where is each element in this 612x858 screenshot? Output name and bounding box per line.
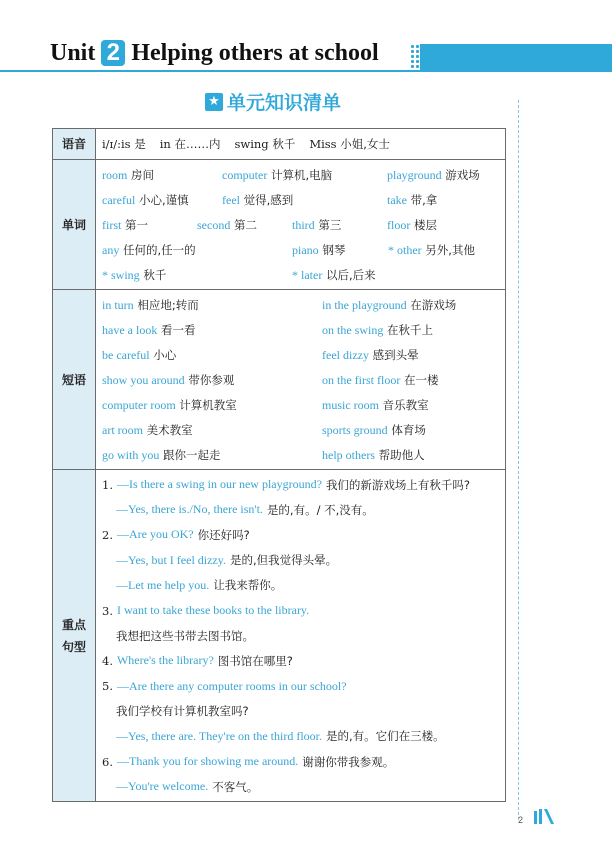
english-term: show you around <box>102 372 185 387</box>
vocab-entry <box>102 297 322 313</box>
sentence-line <box>102 724 499 749</box>
chinese-meaning: 秋千 <box>268 136 296 151</box>
vocab-entry <box>222 167 387 183</box>
chinese-meaning: 音乐教室 <box>379 397 429 412</box>
vocab-entry <box>387 192 437 208</box>
vocab-entry <box>102 422 322 438</box>
chinese-meaning: 第二 <box>230 217 257 232</box>
english-sentence: —Are there any computer rooms in our school? <box>116 678 347 693</box>
chinese-meaning: 跟你一起走 <box>159 447 221 462</box>
chinese-meaning: 另外,其他 <box>421 242 475 257</box>
english-term: sports ground <box>322 422 388 437</box>
chinese-translation: 让我来帮你。 <box>213 578 283 593</box>
chinese-meaning: 小姐,女士 <box>336 136 390 151</box>
chinese-translation: 我想把这些书带去图书馆。 <box>116 628 254 643</box>
chinese-meaning: 在……内 <box>170 136 221 151</box>
chinese-meaning: 房间 <box>127 167 154 182</box>
english-term: feel <box>222 192 240 207</box>
sentence-line <box>102 674 499 699</box>
english-term: swing <box>234 136 269 151</box>
phrase-row <box>102 417 499 442</box>
header-rule <box>0 70 612 72</box>
chinese-meaning: 相应地;转而 <box>133 297 199 312</box>
sentence-line <box>102 774 499 799</box>
subtitle-text: 单元知识清单 <box>227 92 342 114</box>
word-row <box>102 212 499 237</box>
english-sentence: —Let me help you. <box>116 577 210 592</box>
chinese-translation: 是的,但我觉得头晕。 <box>229 553 338 568</box>
page-number: 2 <box>518 815 524 825</box>
chinese-translation: 是的,有。它们在三楼。 <box>326 729 445 744</box>
vocab-entry <box>322 297 456 313</box>
english-term: have a look <box>102 322 158 337</box>
vocab-entry <box>102 136 146 152</box>
english-term: art room <box>102 422 143 437</box>
words-content <box>96 160 506 290</box>
word-row <box>102 237 499 262</box>
sentence-line <box>102 598 499 623</box>
sentence-line <box>102 749 499 774</box>
phrase-row <box>102 392 499 417</box>
vocab-entry <box>197 217 292 233</box>
pronunciation-label: 语音 <box>53 129 96 160</box>
page-margin-guide <box>518 100 519 820</box>
vocab-entry <box>322 347 419 363</box>
vocab-entry <box>102 217 197 233</box>
phrase-row <box>102 342 499 367</box>
vocab-entry <box>234 136 295 152</box>
vocab-entry <box>322 397 429 413</box>
chinese-translation: 我们学校有计算机教室吗? <box>116 704 249 719</box>
english-term: careful <box>102 192 136 207</box>
chinese-translation: 图书馆在哪里? <box>217 653 293 668</box>
sentence-line <box>102 497 499 522</box>
vocab-entry <box>387 217 437 233</box>
vocab-entry <box>292 267 376 283</box>
chinese-meaning: 带你参观 <box>184 372 235 387</box>
phrase-row <box>102 292 499 317</box>
vocab-entry <box>160 136 221 152</box>
vocab-entry <box>102 167 222 183</box>
sentence-line <box>102 573 499 598</box>
sentence-number: 5. <box>102 679 113 694</box>
chinese-meaning: 第三 <box>314 217 342 232</box>
sentence-line <box>102 472 499 497</box>
unit-number-badge: 2 <box>101 40 125 66</box>
words-label: 单词 <box>53 160 96 290</box>
phrase-row <box>102 317 499 342</box>
chinese-meaning: 以后,后来 <box>322 267 376 282</box>
chinese-meaning: 在一楼 <box>400 372 439 387</box>
english-sentence: —Yes, there are. They're on the third floor. <box>116 728 323 743</box>
vocab-entry <box>292 242 388 258</box>
english-sentence: —You're welcome. <box>116 779 209 794</box>
phrases-content <box>96 290 506 470</box>
sentence-line <box>102 522 499 547</box>
word-row <box>102 262 499 287</box>
unit-title <box>50 40 379 67</box>
sentence-number: 1. <box>102 477 113 492</box>
sentence-line <box>102 623 499 648</box>
sentence-number: 6. <box>102 754 113 769</box>
star-icon: ★ <box>205 93 223 111</box>
english-term: in <box>159 136 171 151</box>
chinese-meaning: 第一 <box>121 217 148 232</box>
english-term: in the playground <box>322 297 407 312</box>
sentences-row <box>53 470 506 802</box>
sentence-line <box>102 548 499 573</box>
english-term: third <box>292 217 315 232</box>
english-term: feel dizzy <box>322 347 369 362</box>
english-term: be careful <box>102 347 150 362</box>
chinese-meaning: 楼层 <box>410 217 437 232</box>
chinese-meaning: 小心,谨慎 <box>135 192 189 207</box>
english-term: any <box>102 242 120 257</box>
sentence-line <box>102 699 499 724</box>
word-row <box>102 187 499 212</box>
english-term: i/ɪ/:is <box>102 136 131 151</box>
english-sentence: —Is there a swing in our new playground? <box>116 477 322 492</box>
english-term: Miss <box>309 136 337 151</box>
section-subtitle <box>205 88 341 115</box>
unit-word: Unit <box>50 40 96 66</box>
english-sentence: I want to take these books to the library. <box>116 603 310 618</box>
vocab-entry <box>102 347 322 363</box>
chinese-meaning: 计算机,电脑 <box>267 167 333 182</box>
chinese-meaning: 感到头晕 <box>368 347 419 362</box>
sentences-label <box>53 470 96 802</box>
sentences-label-line1: 重点 <box>61 617 86 632</box>
phrase-row <box>102 442 499 467</box>
english-term: help others <box>322 447 375 462</box>
chinese-meaning: 带,拿 <box>407 192 438 207</box>
chinese-meaning: 在秋千上 <box>383 322 433 337</box>
chinese-translation: 你还好吗? <box>197 527 250 542</box>
chinese-meaning: 帮助他人 <box>375 447 425 462</box>
chinese-translation: 我们的新游戏场上有秋千吗? <box>325 477 471 492</box>
english-sentence: —Are you OK? <box>116 527 194 542</box>
vocab-entry <box>102 372 322 388</box>
english-term: on the first floor <box>322 372 401 387</box>
english-term: piano <box>292 242 319 257</box>
pronunciation-content <box>96 129 506 160</box>
english-term: room <box>102 167 128 182</box>
english-sentence: —Yes, there is./No, there isn't. <box>116 502 263 517</box>
english-term: second <box>197 217 231 232</box>
english-term: floor <box>387 217 411 232</box>
chinese-meaning: 美术教室 <box>143 422 193 437</box>
chinese-translation: 不客气。 <box>212 779 259 794</box>
vocab-entry <box>322 322 433 338</box>
chinese-meaning: 看一看 <box>157 322 196 337</box>
sentence-line <box>102 648 499 673</box>
vocab-entry <box>102 267 292 283</box>
chinese-translation: 谢谢你带我参观。 <box>302 754 395 769</box>
sentence-number: 4. <box>102 653 113 668</box>
english-sentence: —Thank you for showing me around. <box>116 754 299 769</box>
vocab-entry <box>102 322 322 338</box>
chinese-meaning: 游戏场 <box>441 167 480 182</box>
sentences-label-line2: 句型 <box>61 639 86 654</box>
book-logo-icon <box>532 808 562 826</box>
word-row <box>102 162 499 187</box>
knowledge-table <box>52 128 506 802</box>
english-term: take <box>387 192 407 207</box>
english-term: computer <box>222 167 268 182</box>
chinese-meaning: 在游戏场 <box>406 297 457 312</box>
vocab-entry <box>322 372 438 388</box>
chinese-meaning: 计算机教室 <box>175 397 237 412</box>
chinese-meaning: 任何的,任一的 <box>119 242 196 257</box>
chinese-meaning: 秋千 <box>139 267 167 282</box>
chinese-meaning: 体育场 <box>387 422 426 437</box>
english-term: * later <box>292 267 323 282</box>
vocab-entry <box>102 397 322 413</box>
english-term: go with you <box>102 447 160 462</box>
english-term: on the swing <box>322 322 384 337</box>
vocab-entry <box>388 242 475 258</box>
vocab-entry <box>102 192 222 208</box>
chinese-meaning: 觉得,感到 <box>239 192 294 207</box>
vocab-entry <box>322 447 425 463</box>
sentences-content <box>96 470 506 802</box>
pronunciation-row <box>53 129 506 160</box>
unit-title-text: Helping others at school <box>131 40 379 66</box>
english-sentence: —Yes, but I feel dizzy. <box>116 552 226 567</box>
vocab-entry <box>309 136 390 152</box>
vocab-entry <box>102 447 322 463</box>
chinese-meaning: 小心 <box>149 347 177 362</box>
sentence-number: 3. <box>102 603 113 618</box>
phrase-row <box>102 367 499 392</box>
chinese-meaning: 是 <box>130 136 146 151</box>
words-row <box>53 160 506 290</box>
english-term: music room <box>322 397 379 412</box>
vocab-entry <box>322 422 426 438</box>
vocab-entry <box>222 192 387 208</box>
english-term: * other <box>388 242 422 257</box>
sentence-number: 2. <box>102 527 113 542</box>
english-term: playground <box>387 167 442 182</box>
pronunciation-items <box>102 131 499 156</box>
vocab-entry <box>387 167 480 183</box>
header-color-band <box>420 44 612 70</box>
english-term: in turn <box>102 297 134 312</box>
english-term: computer room <box>102 397 176 412</box>
vocab-entry <box>292 217 387 233</box>
english-term: * swing <box>102 267 140 282</box>
phrases-row <box>53 290 506 470</box>
chinese-translation: 是的,有。/ 不,没有。 <box>266 502 374 517</box>
english-sentence: Where's the library? <box>116 653 214 668</box>
chinese-meaning: 钢琴 <box>318 242 346 257</box>
english-term: first <box>102 217 122 232</box>
phrases-label: 短语 <box>53 290 96 470</box>
vocab-entry <box>102 242 292 258</box>
